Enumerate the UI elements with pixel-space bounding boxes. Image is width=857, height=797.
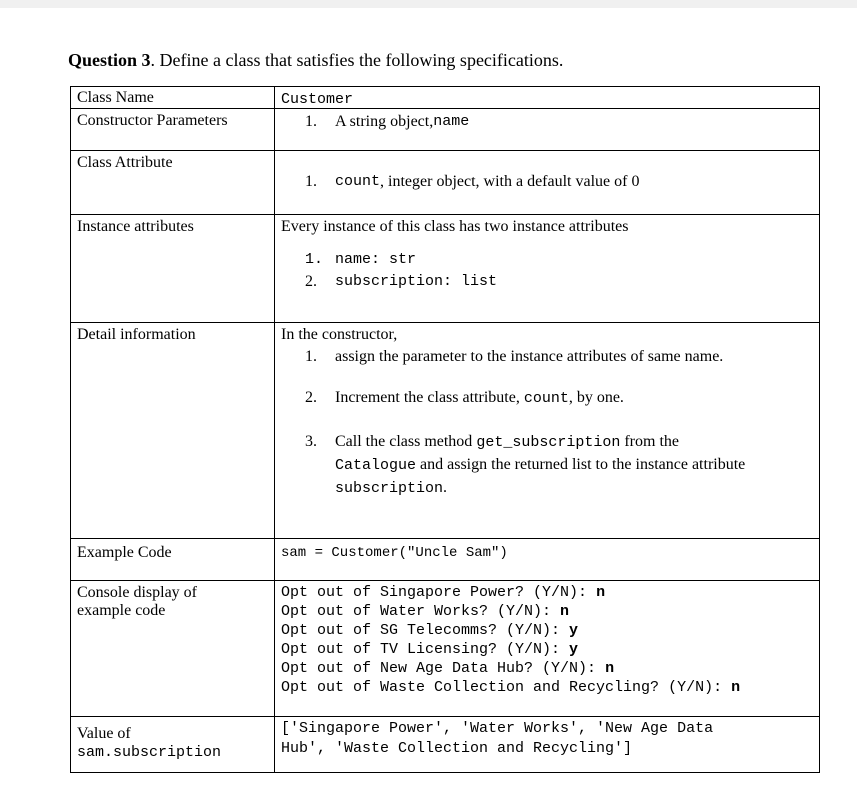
row-example-code <box>71 539 820 581</box>
detail-step-mid: and assign the returned list to the instance attribute <box>416 456 746 473</box>
value-detail-information <box>275 323 820 539</box>
label-instance-attributes: Instance attributes <box>71 215 275 323</box>
row-class-name <box>71 87 820 109</box>
detail-step-num: 2. <box>305 389 317 406</box>
value-label-line1: Value of <box>77 725 131 742</box>
class-attribute-text: , integer object, with a default value of 0 <box>380 173 640 190</box>
value-console-display <box>275 581 820 717</box>
detail-step <box>281 431 813 500</box>
label-console-display <box>71 581 275 717</box>
console-prompt: Opt out of Water Works? (Y/N): <box>281 603 561 620</box>
subscription-line: Hub', 'Waste Collection and Recycling'] <box>281 740 633 757</box>
console-label-line2: example code <box>77 602 166 619</box>
class-attribute-item <box>281 173 813 191</box>
instance-attribute-num: 2. <box>305 273 317 290</box>
class-attribute-code: count <box>335 173 381 190</box>
instance-attribute-code: name: str <box>335 251 417 268</box>
instance-attribute-item <box>281 249 813 271</box>
instance-attributes-intro: Every instance of this class has two instance attributes <box>281 218 629 235</box>
instance-attribute-num: 1. <box>305 251 324 268</box>
label-value-subscription <box>71 717 275 773</box>
detail-step-code: Catalogue <box>335 457 417 474</box>
detail-step-text: assign the parameter to the instance attributes of same name. <box>335 348 724 365</box>
instance-attribute-item <box>281 271 813 293</box>
label-constructor: Constructor Parameters <box>71 109 275 151</box>
console-line <box>281 678 813 697</box>
label-class-attribute: Class Attribute <box>71 151 275 215</box>
console-prompt: Opt out of Singapore Power? (Y/N): <box>281 584 597 601</box>
detail-step-code: subscription <box>335 480 444 497</box>
row-console-display <box>71 581 820 717</box>
detail-step-code: count <box>523 390 569 407</box>
row-detail-information <box>71 323 820 539</box>
question-text: . Define a class that satisfies the following specifications. <box>150 50 564 70</box>
console-line <box>281 583 813 602</box>
console-answer: n <box>560 603 570 620</box>
console-prompt: Opt out of SG Telecomms? (Y/N): <box>281 622 570 639</box>
class-attribute-num: 1. <box>305 173 317 190</box>
value-label-line2: sam.subscription <box>77 744 222 761</box>
constructor-item <box>281 113 813 131</box>
label-class-name: Class Name <box>71 87 275 109</box>
question-number: Question 3 <box>68 50 151 70</box>
detail-intro: In the constructor, <box>281 326 398 343</box>
console-line <box>281 640 813 659</box>
detail-step-num: 3. <box>305 433 317 450</box>
console-answer: n <box>731 679 741 696</box>
value-example-code <box>275 539 820 581</box>
detail-step <box>281 346 813 368</box>
top-edge <box>0 0 857 8</box>
detail-step-pre: Increment the class attribute, <box>335 389 524 406</box>
constructor-text: A string object, <box>335 113 434 130</box>
console-answer: n <box>605 660 615 677</box>
detail-step-pre: Call the class method <box>335 433 477 450</box>
label-example-code: Example Code <box>71 539 275 581</box>
row-value-subscription <box>71 717 820 773</box>
console-answer: y <box>569 622 579 639</box>
value-class-attribute <box>275 151 820 215</box>
detail-step <box>281 387 813 410</box>
constructor-num: 1. <box>305 113 317 130</box>
detail-step-code: get_subscription <box>476 434 621 451</box>
detail-step-num: 1. <box>305 348 317 365</box>
detail-step-text <box>335 431 813 500</box>
detail-step-mid: from the <box>620 433 679 450</box>
console-line <box>281 621 813 640</box>
row-instance-attributes <box>71 215 820 323</box>
console-prompt: Opt out of New Age Data Hub? (Y/N): <box>281 660 606 677</box>
console-answer: n <box>596 584 606 601</box>
question-heading <box>68 50 563 71</box>
constructor-code: name <box>433 113 470 130</box>
console-prompt: Opt out of Waste Collection and Recycling? (Y/N): <box>281 679 732 696</box>
value-class-name <box>275 87 820 109</box>
spec-table <box>70 86 820 773</box>
value-subscription <box>275 717 820 773</box>
detail-step-post: . <box>443 479 448 496</box>
console-line <box>281 602 813 621</box>
console-answer: y <box>569 641 579 658</box>
subscription-line: ['Singapore Power', 'Water Works', 'New Age Data <box>281 720 714 737</box>
label-detail-information: Detail information <box>71 323 275 539</box>
console-prompt: Opt out of TV Licensing? (Y/N): <box>281 641 570 658</box>
example-code: sam = Customer("Uncle Sam") <box>281 545 508 561</box>
value-constructor <box>275 109 820 151</box>
instance-attribute-code: subscription: list <box>335 273 498 290</box>
class-name-code: Customer <box>281 91 354 108</box>
detail-step-post: , by one. <box>568 389 624 406</box>
console-line <box>281 659 813 678</box>
value-instance-attributes <box>275 215 820 323</box>
row-class-attribute <box>71 151 820 215</box>
console-label-line1: Console display of <box>77 584 197 601</box>
detail-step-text <box>335 387 813 410</box>
row-constructor <box>71 109 820 151</box>
